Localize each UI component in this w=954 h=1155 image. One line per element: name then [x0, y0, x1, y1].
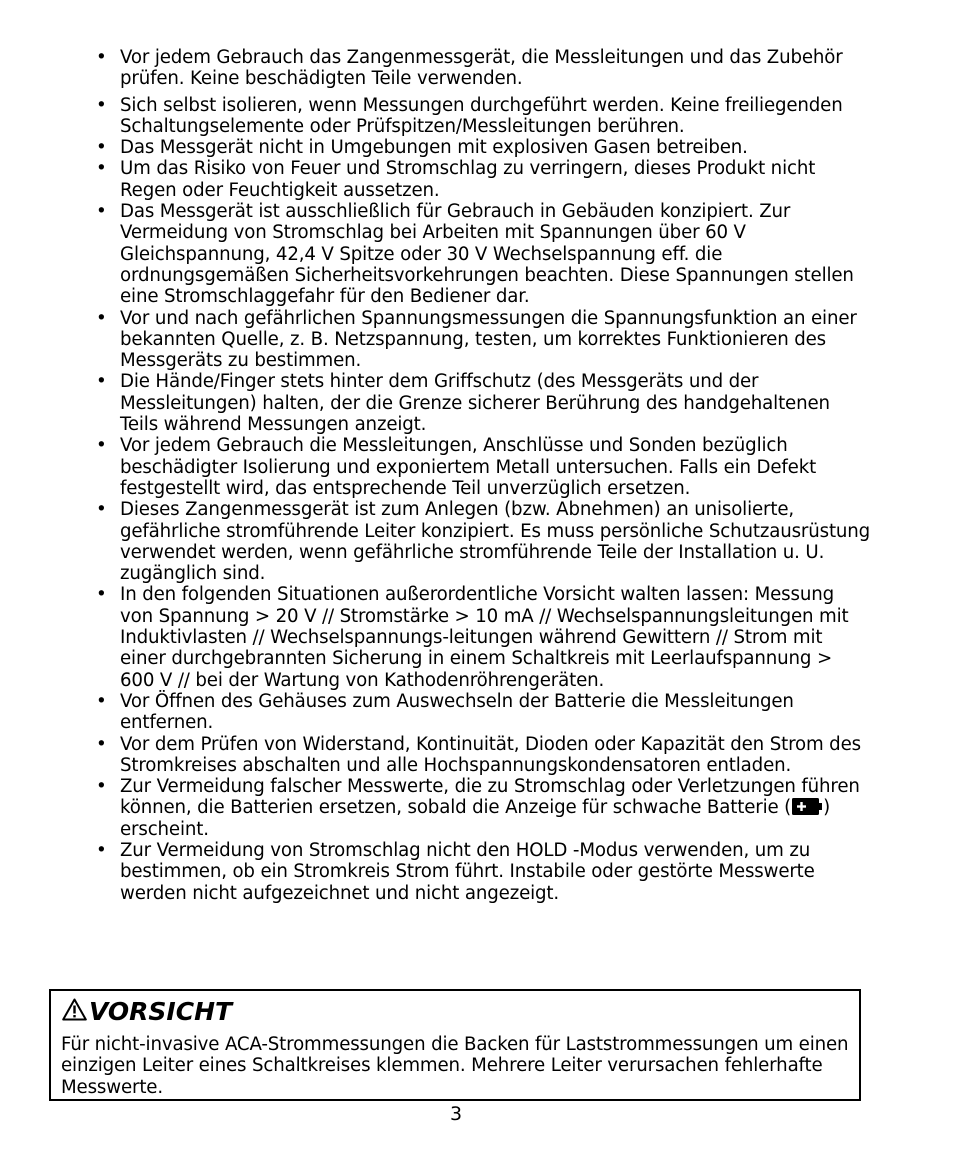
bullet-item — [96, 95, 871, 138]
bullet-dot: • — [96, 690, 107, 712]
safety-bullet-list — [96, 47, 871, 904]
bullet-dot: • — [96, 47, 107, 68]
bullet-dot: • — [96, 201, 107, 223]
bullet-text: Zur Vermeidung falscher Messwerte, die zu Stromschlag oder Verletzungen führen können, die Batterien ersetzen, sobald die Anzeige für schwache Batterie ( — [120, 776, 860, 819]
warning-triangle-icon — [62, 998, 87, 1021]
bullet-dot: • — [96, 307, 107, 329]
bullet-dot: • — [96, 499, 107, 521]
bullet-item-battery — [96, 776, 871, 840]
bullet-dot: • — [96, 435, 107, 457]
bullet-text: Dieses Zangenmessgerät ist zum Anlegen (bzw. Abnehmen) an unisolierte, gefährliche stromführende Leiter konzipiert. Es muss persönliche Schutzausrüstung verwendet werden, wenn gefährliche stromführende Teile der Installation u. U. zugänglich sind. — [120, 499, 871, 585]
bullet-item — [96, 584, 871, 690]
bullet-item — [96, 371, 871, 435]
bullet-item — [96, 734, 871, 777]
bullet-text: Vor und nach gefährlichen Spannungsmessungen die Spannungsfunktion an einer bekannten Quelle, z. B. Netzspannung, testen, um korrektes Funktionieren des Messgeräts zu bestimmen. — [120, 307, 857, 372]
bullet-item — [96, 158, 871, 201]
bullet-text: Sich selbst isolieren, wenn Messungen durchgeführt werden. Keine freiliegenden Schaltungselemente oder Prüfspitzen/Messleitungen berühren. — [120, 94, 843, 137]
bullet-dot: • — [96, 371, 107, 393]
bullet-text: Die Hände/Finger stets hinter dem Griffschutz (des Messgeräts und der Messleitungen) halten, der die Grenze sicherer Berührung des handgehaltenen Teils während Messungen anzeigt. — [120, 371, 830, 436]
bullet-dot: • — [96, 733, 107, 755]
caution-box — [49, 989, 861, 1101]
bullet-dot: • — [96, 584, 107, 606]
bullet-item — [96, 691, 871, 734]
bullet-item — [96, 840, 871, 904]
bullet-text: Das Messgerät ist ausschließlich für Gebrauch in Gebäuden konzipiert. Zur Vermeidung von Stromschlag bei Arbeiten mit Spannungen über 60 V Gleichspannung, 42,4 V Spitze oder 30 V Wechselspannung eff. die ordnungsgemäßen Sicherheitsvorkehrungen beachten. Diese Spannungen stellen eine Stromschlaggefahr für den Bediener dar. — [120, 201, 854, 308]
bullet-text: Vor jedem Gebrauch die Messleitungen, Anschlüsse und Sonden bezüglich beschädigter Isolierung und exponiertem Metall untersuchen. Falls ein Defekt festgestellt wird, das entsprechende Teil unverzüglich ersetzen. — [120, 435, 817, 499]
bullet-dot: • — [96, 158, 107, 180]
battery-low-icon — [792, 798, 822, 815]
bullet-text: Zur Vermeidung von Stromschlag nicht den HOLD -Modus verwenden, um zu bestimmen, ob ein Stromkreis Strom führt. Instabile oder gestörte Messwerte werden nicht aufgezeichnet und nicht angezeigt. — [120, 839, 815, 904]
bullet-text-end: ) erscheint. — [120, 797, 831, 840]
caution-heading — [62, 996, 232, 1028]
caution-text: Für nicht-invasive ACA-Strommessungen die Backen für Laststrommessungen um einen einzigen Leiter eines Schaltkreises klemmen. Mehrere Leiter verursachen fehlerhafte Messwerte. — [61, 1034, 849, 1098]
bullet-dot: • — [96, 839, 107, 861]
bullet-text: Um das Risiko von Feuer und Stromschlag zu verringern, dieses Produkt nicht Regen oder Feuchtigkeit aussetzen. — [120, 158, 816, 201]
bullet-text: In den folgenden Situationen außerordentliche Vorsicht walten lassen: Messung von Spannung > 20 V // Stromstärke > 10 mA // Wechselspannungsleitungen mit Induktivlasten // Wechselspannungs-leitungen während Gewittern // Strom mit einer durchgebrannten Sicherung in einem Schaltkreis mit Leerlaufspannung > 600 V // bei der Wartung von Kathodenröhrengeräten. — [120, 584, 849, 691]
bullet-text: Vor Öffnen des Gehäuses zum Auswechseln der Batterie die Messleitungen entfernen. — [120, 690, 794, 734]
bullet-item — [96, 137, 871, 158]
bullet-item — [96, 435, 871, 499]
bullet-item — [96, 47, 871, 90]
bullet-item — [96, 201, 871, 307]
page-number: 3 — [449, 1103, 463, 1125]
bullet-item — [96, 499, 871, 584]
bullet-text: Vor dem Prüfen von Widerstand, Kontinuität, Dioden oder Kapazität den Strom des Stromkreises abschalten und alle Hochspannungskondensatoren entladen. — [120, 733, 861, 776]
bullet-item — [96, 308, 871, 372]
bullet-text: Das Messgerät nicht in Umgebungen mit explosiven Gasen betreiben. — [120, 137, 748, 159]
caution-title: VORSICHT — [89, 997, 233, 1026]
bullet-dot: • — [96, 776, 107, 798]
bullet-dot: • — [96, 94, 107, 116]
bullet-text: Vor jedem Gebrauch das Zangenmessgerät, die Messleitungen und das Zubehör prüfen. Keine beschädigten Teile verwenden. — [120, 47, 843, 90]
bullet-dot: • — [96, 137, 107, 159]
